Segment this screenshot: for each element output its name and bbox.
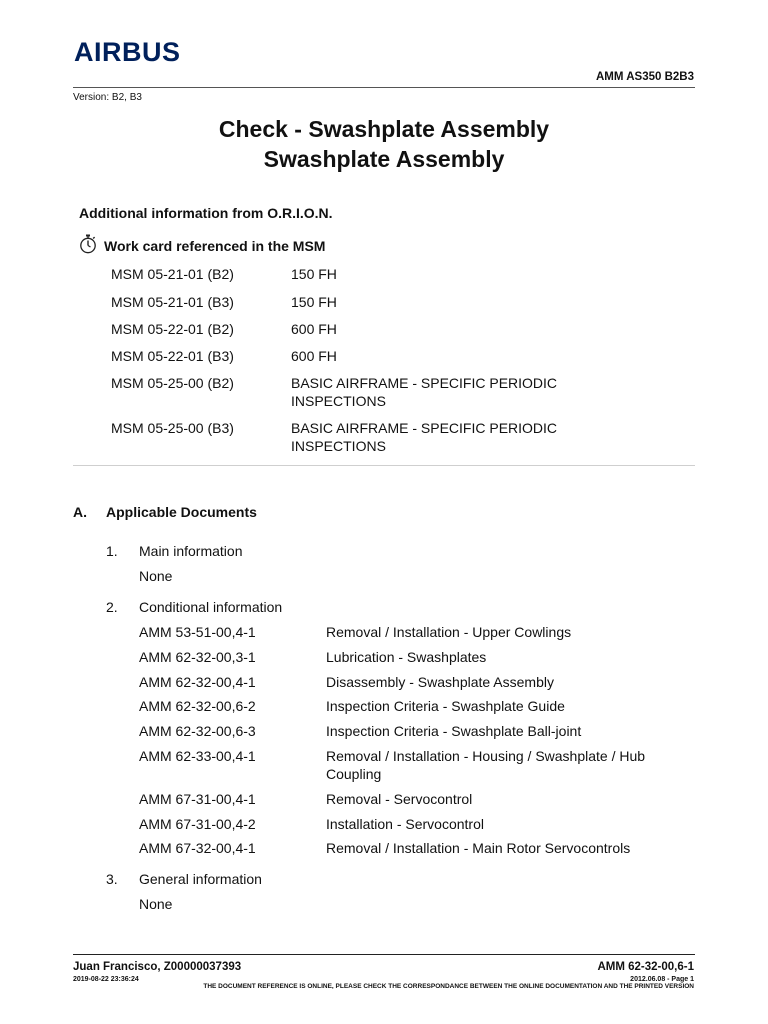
main-info-value: None xyxy=(139,568,173,584)
doc-ref: AMM 67-32-00,4-1 xyxy=(139,840,256,856)
main-info-number: 1. xyxy=(106,543,118,559)
doc-desc: Installation - Servocontrol xyxy=(326,816,484,832)
main-info-label: Main information xyxy=(139,543,243,559)
work-card-heading: Work card referenced in the MSM xyxy=(104,238,326,254)
doc-ref: AMM 62-32-00,6-2 xyxy=(139,698,256,714)
doc-ref: AMM 67-31-00,4-2 xyxy=(139,816,256,832)
doc-desc: Removal / Installation - Main Rotor Servocontrols xyxy=(326,840,631,856)
msm-ref: MSM 05-21-01 (B3) xyxy=(111,294,234,310)
msm-ref: MSM 05-21-01 (B2) xyxy=(111,266,234,282)
footer-divider xyxy=(73,954,695,955)
doc-desc: Inspection Criteria - Swashplate Ball-joint xyxy=(326,723,582,739)
section-a-title: Applicable Documents xyxy=(106,504,257,520)
msm-value: 150 FH xyxy=(291,266,337,282)
page-title: Check - Swashplate Assembly xyxy=(218,116,550,142)
page-subtitle: Swashplate Assembly xyxy=(263,146,505,172)
doc-desc: Disassembly - Swashplate Assembly xyxy=(326,674,554,690)
footer-page-info: 2012.06.08 - Page 1 xyxy=(630,976,694,983)
version-label: Version: B2, B3 xyxy=(73,92,142,103)
doc-ref: AMM 62-32-00,4-1 xyxy=(139,674,256,690)
orion-heading: Additional information from O.R.I.O.N. xyxy=(79,205,333,221)
footer-doc-ref: AMM 62-32-00,6-1 xyxy=(597,961,694,973)
doc-ref: AMM 62-32-00,3-1 xyxy=(139,649,256,665)
msm-value: BASIC AIRFRAME - SPECIFIC PERIODIC INSPECTIONS xyxy=(291,375,558,409)
doc-desc: Removal / Installation - Housing / Swashplate / Hub Coupling xyxy=(326,748,646,782)
doc-ref: AMM 53-51-00,4-1 xyxy=(139,624,256,640)
msm-value: 150 FH xyxy=(291,294,337,310)
general-info-value: None xyxy=(139,896,173,912)
stopwatch-icon xyxy=(79,234,97,254)
msm-value: BASIC AIRFRAME - SPECIFIC PERIODIC INSPECTIONS xyxy=(291,420,558,454)
general-info-label: General information xyxy=(139,871,262,887)
footer-online-note: THE DOCUMENT REFERENCE IS ONLINE, PLEASE CHECK THE CORRESPONDANCE BETWEEN THE ONLINE DOCUMENTATION AND THE PRINTED VERSION xyxy=(203,983,694,990)
msm-value: 600 FH xyxy=(291,348,337,364)
doc-ref: AMM 62-32-00,6-3 xyxy=(139,723,256,739)
general-info-number: 3. xyxy=(106,871,118,887)
conditional-info-number: 2. xyxy=(106,599,118,615)
doc-desc: Removal - Servocontrol xyxy=(326,791,473,807)
doc-desc: Removal / Installation - Upper Cowlings xyxy=(326,624,572,640)
doc-ref: AMM 67-31-00,4-1 xyxy=(139,791,256,807)
footer-user-name: Juan Francisco, Z00000037393 xyxy=(73,961,242,973)
doc-desc: Lubrication - Swashplates xyxy=(326,649,487,665)
doc-ref: AMM 62-33-00,4-1 xyxy=(139,748,256,764)
msm-ref: MSM 05-25-00 (B2) xyxy=(111,375,234,391)
airbus-logo: AIRBUS xyxy=(74,37,181,67)
msm-ref: MSM 05-22-01 (B2) xyxy=(111,321,234,337)
conditional-info-label: Conditional information xyxy=(139,599,283,615)
header-divider xyxy=(73,87,695,88)
section-a-letter: A. xyxy=(73,504,87,520)
doc-desc: Inspection Criteria - Swashplate Guide xyxy=(326,698,565,714)
footer-datetime: 2019-08-22 23:36:24 xyxy=(73,976,139,983)
msm-value: 600 FH xyxy=(291,321,337,337)
header-doc-code: AMM AS350 B2B3 xyxy=(596,71,694,83)
msm-ref: MSM 05-25-00 (B3) xyxy=(111,420,234,436)
msm-ref: MSM 05-22-01 (B3) xyxy=(111,348,234,364)
orion-divider xyxy=(73,465,695,466)
